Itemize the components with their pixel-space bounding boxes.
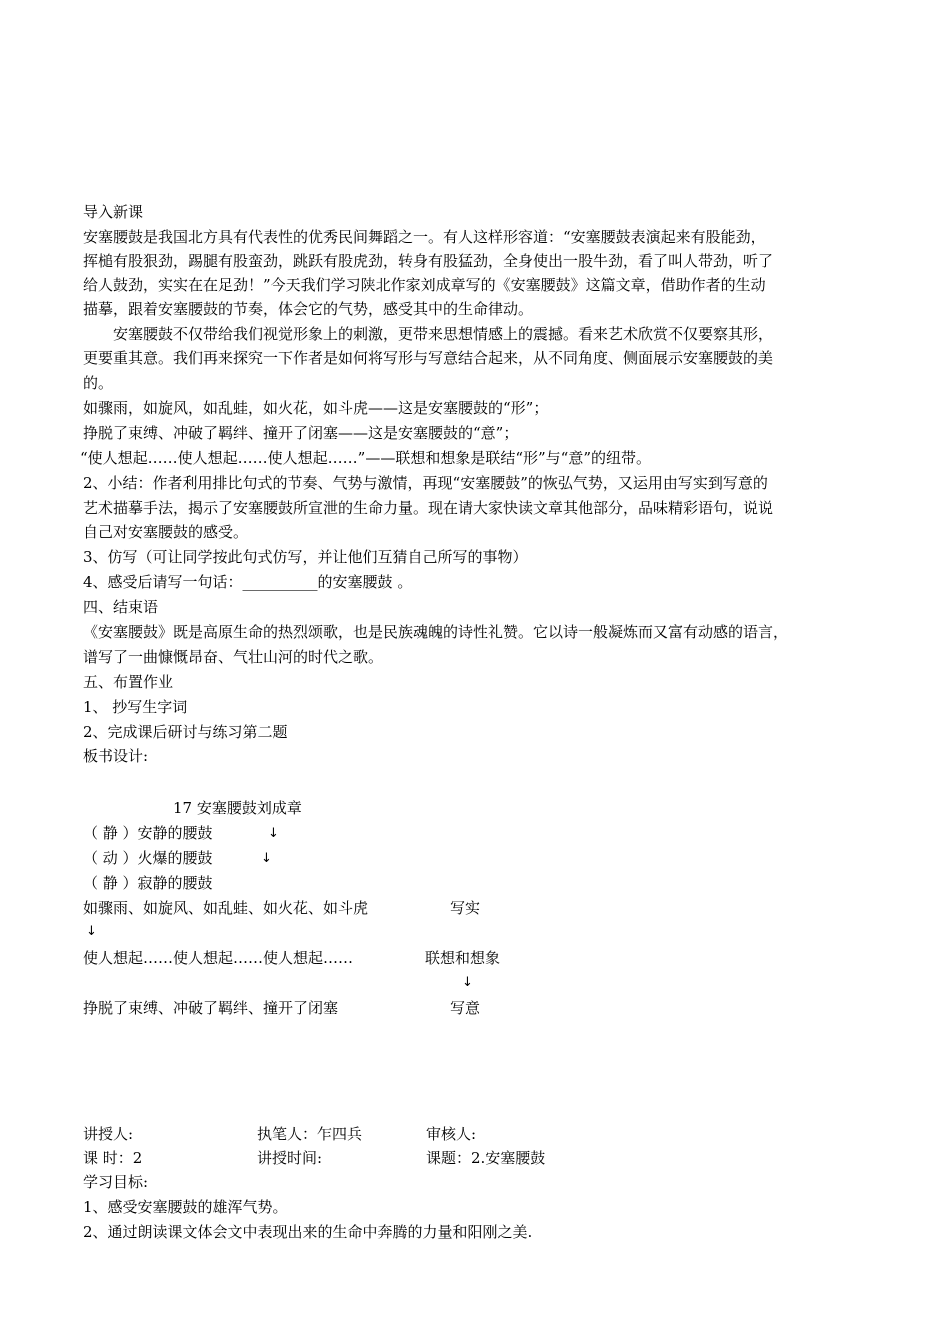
writer-label: 执笔人：乍四兵 xyxy=(257,1125,363,1143)
board-row: （ 静 ）寂静的腰鼓 xyxy=(83,874,213,892)
board-row-zhengtuo: 挣脱了束缚、冲破了羁绊、撞开了闭塞 xyxy=(83,999,339,1017)
down-arrow-icon: ↓ xyxy=(268,826,279,841)
reviewer-label: 审核人: xyxy=(426,1125,477,1143)
down-arrow-icon: ↓ xyxy=(86,924,97,939)
period-label: 课 时：2 xyxy=(83,1149,143,1167)
board-row: （ 静 ）安静的腰鼓 xyxy=(83,824,213,842)
summary-line: 艺术描摹手法，揭示了安塞腰鼓所宣泄的生命力量。现在请大家快读文章其他部分，品味精彩语句，说说 xyxy=(83,499,774,517)
goals-heading: 学习目标: xyxy=(83,1173,149,1191)
appreciation-line: 安塞腰鼓不仅带给我们视觉形象上的刺激，更带来思想情感上的震撼。看来艺术欣赏不仅要察其形， xyxy=(113,325,774,343)
summary-line: 自己对安塞腰鼓的感受。 xyxy=(83,523,249,541)
xing-line: 如骤雨，如旋风，如乱蛙，如火花，如斗虎——这是安塞腰鼓的“形”； xyxy=(83,399,549,417)
board-row-xing: 如骤雨、如旋风、如乱蛙、如火花、如斗虎 xyxy=(83,899,369,917)
board-row-xiangqi: 使人想起……使人想起……使人想起…… xyxy=(83,949,354,967)
appreciation-line: 的。 xyxy=(83,374,114,392)
goal-item: 1、感受安塞腰鼓的雄浑气势。 xyxy=(83,1198,288,1216)
homework-item: 2、完成课后研讨与练习第二题 xyxy=(83,723,288,741)
board-row: （ 动 ）火爆的腰鼓 xyxy=(83,849,213,867)
time-label: 讲授时间: xyxy=(257,1149,323,1167)
intro-line: 给人鼓劲，实实在在足劲！”今天我们学习陕北作家刘成章写的《安塞腰鼓》这篇文章，借助作者的生动 xyxy=(83,276,766,294)
intro-line: 描摹，跟着安塞腰鼓的节奏，体会它的气势，感受其中的生命律动。 xyxy=(83,300,534,318)
label-lianxiang: 联想和想象 xyxy=(425,949,501,967)
intro-heading: 导入新课 xyxy=(83,203,144,221)
label-xieyi: 写意 xyxy=(450,999,481,1017)
imitation-line: 3、仿写（可让同学按此句式仿写，并让他们互猜自己所写的事物） xyxy=(83,548,528,566)
board-title: 17 安塞腰鼓刘成章 xyxy=(173,799,302,817)
appreciation-line: 更要重其意。我们再来探究一下作者是如何将写形与写意结合起来，从不同角度、侧面展示安塞腰鼓的美 xyxy=(83,349,774,367)
homework-item: 1、 抄写生字词 xyxy=(83,698,188,716)
intro-line: 安塞腰鼓是我国北方具有代表性的优秀民间舞蹈之一。有人这样形容道：“安塞腰鼓表演起来有股能劲， xyxy=(83,228,766,246)
closing-heading: 四、结束语 xyxy=(83,598,159,616)
lecturer-label: 讲授人: xyxy=(83,1125,134,1143)
intro-line: 挥槌有股狠劲，踢腿有股蛮劲，跳跃有股虎劲，转身有股猛劲，全身使出一股牛劲，看了叫人带劲，听了 xyxy=(83,252,774,270)
closing-line: 谱写了一曲慷慨昂奋、气壮山河的时代之歌。 xyxy=(83,648,384,666)
closing-line: 《安塞腰鼓》既是高原生命的热烈颂歌，也是民族魂魄的诗性礼赞。它以诗一般凝炼而又富有动感的语言， xyxy=(83,623,789,641)
down-arrow-icon: ↓ xyxy=(462,975,473,990)
link-line: “使人想起……使人想起……使人想起……”——联想和想象是联结“形”与“意”的纽带。 xyxy=(80,449,652,467)
goal-item: 2、通过朗读课文体会文中表现出来的生命中奔腾的力量和阳刚之美. xyxy=(83,1223,533,1241)
summary-line: 2、小结：作者利用排比句式的节奏、气势与激情，再现“安塞腰鼓”的恢弘气势，又运用由写实到写意的 xyxy=(83,474,768,492)
homework-heading: 五、布置作业 xyxy=(83,673,174,691)
yi-line: 挣脱了束缚、冲破了羁绊、撞开了闭塞——这是安塞腰鼓的“意”； xyxy=(83,424,519,442)
down-arrow-icon: ↓ xyxy=(261,851,272,866)
board-heading: 板书设计: xyxy=(83,747,149,765)
topic-label: 课题：2.安塞腰鼓 xyxy=(426,1149,546,1167)
feeling-line: 4、感受后请写一句话：__________的安塞腰鼓 。 xyxy=(83,573,413,591)
label-xieshi: 写实 xyxy=(450,899,481,917)
